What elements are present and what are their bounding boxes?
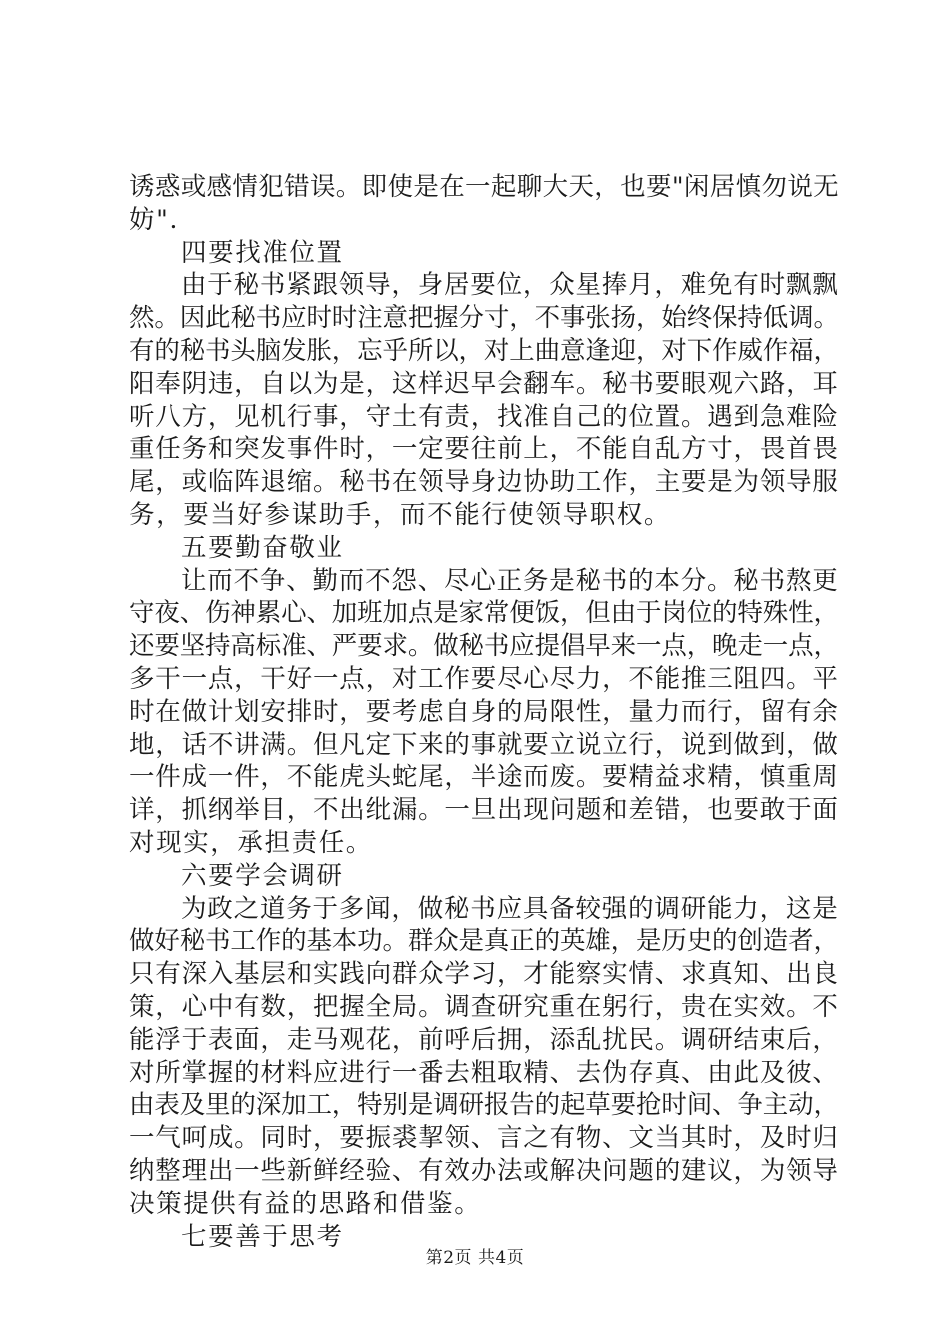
paragraph-line: 一件成一件，不能虎头蛇尾，半途而废。要精益求精，慎重周 [129,762,839,793]
paragraph-line: 只有深入基层和实践向群众学习，才能察实情、求真知、出良 [129,959,839,990]
paragraph-line: 地，话不讲满。但凡定下来的事就要立说立行，说到做到，做 [129,729,839,760]
paragraph-line: 有的秘书头脑发胀，忘乎所以，对上曲意逢迎，对下作威作福， [129,335,839,366]
paragraph-line: 为政之道务于多闻，做秘书应具备较强的调研能力，这是 [181,893,839,924]
paragraph-line: 还要坚持高标准、严要求。做秘书应提倡早来一点，晚走一点， [129,631,839,662]
section-heading: 七要善于思考 [181,1221,344,1252]
section-heading: 四要找准位置 [181,237,344,268]
paragraph-line: 诱惑或感情犯错误。即使是在一起聊大天，也要"闲居慎勿说无 [129,172,840,202]
paragraph-line: 对所掌握的材料应进行一番去粗取精、去伪存真、由此及彼、 [129,1057,839,1088]
paragraph-line: 由于秘书紧跟领导，身居要位，众星捧月，难免有时飘飘 [181,270,839,301]
paragraph-line: 多干一点，干好一点，对工作要尽心尽力，不能推三阻四。平 [129,663,839,694]
paragraph-line: 守夜、伤神累心、加班加点是家常便饭，但由于岗位的特殊性， [129,598,839,629]
paragraph-line: 做好秘书工作的基本功。群众是真正的英雄，是历史的创造者， [129,926,839,957]
paragraph-line: 让而不争、勤而不怨、尽心正务是秘书的本分。秘书熬更 [181,565,839,596]
paragraph-line: 阳奉阴违，自以为是，这样迟早会翻车。秘书要眼观六路，耳 [129,368,839,399]
page-footer: 第2页 共4页 [425,1248,525,1268]
paragraph-line: 听八方，见机行事，守土有责，找准自己的位置。遇到急难险 [129,401,839,432]
paragraph-line: 一气呵成。同时，要振裘挈领、言之有物、文当其时，及时归 [129,1123,839,1154]
paragraph-line: 时在做计划安排时，要考虑自身的局限性，量力而行，留有余 [129,696,839,727]
document-body [129,171,840,1253]
paragraph-line: 能浮于表面，走马观花，前呼后拥，添乱扰民。调研结束后， [129,1024,839,1055]
paragraph-line: 对现实，承担责任。 [129,827,373,858]
paragraph-line: 然。因此秘书应时时注意把握分寸，不事张扬，始终保持低调。 [129,303,839,334]
paragraph-line: 由表及里的深加工，特别是调研报告的起草要抢时间、争主动， [129,1090,839,1121]
paragraph-line: 妨". [129,204,180,235]
paragraph-line: 务，要当好参谋助手，而不能行使领导职权。 [129,499,672,530]
paragraph-line: 详，抓纲举目，不出纰漏。一旦出现问题和差错，也要敢于面 [129,795,839,826]
paragraph-line: 重任务和突发事件时，一定要往前上，不能自乱方寸，畏首畏 [129,434,839,465]
section-heading: 五要勤奋敬业 [181,532,344,563]
paragraph-line: 纳整理出一些新鲜经验、有效办法或解决问题的建议，为领导 [129,1155,839,1186]
paragraph-line: 决策提供有益的思路和借鉴。 [129,1188,482,1219]
paragraph-line: 策，心中有数，把握全局。调查研究重在躬行，贵在实效。不 [129,991,839,1022]
paragraph-line: 尾，或临阵退缩。秘书在领导身边协助工作，主要是为领导服 [129,467,839,498]
section-heading: 六要学会调研 [181,860,344,891]
